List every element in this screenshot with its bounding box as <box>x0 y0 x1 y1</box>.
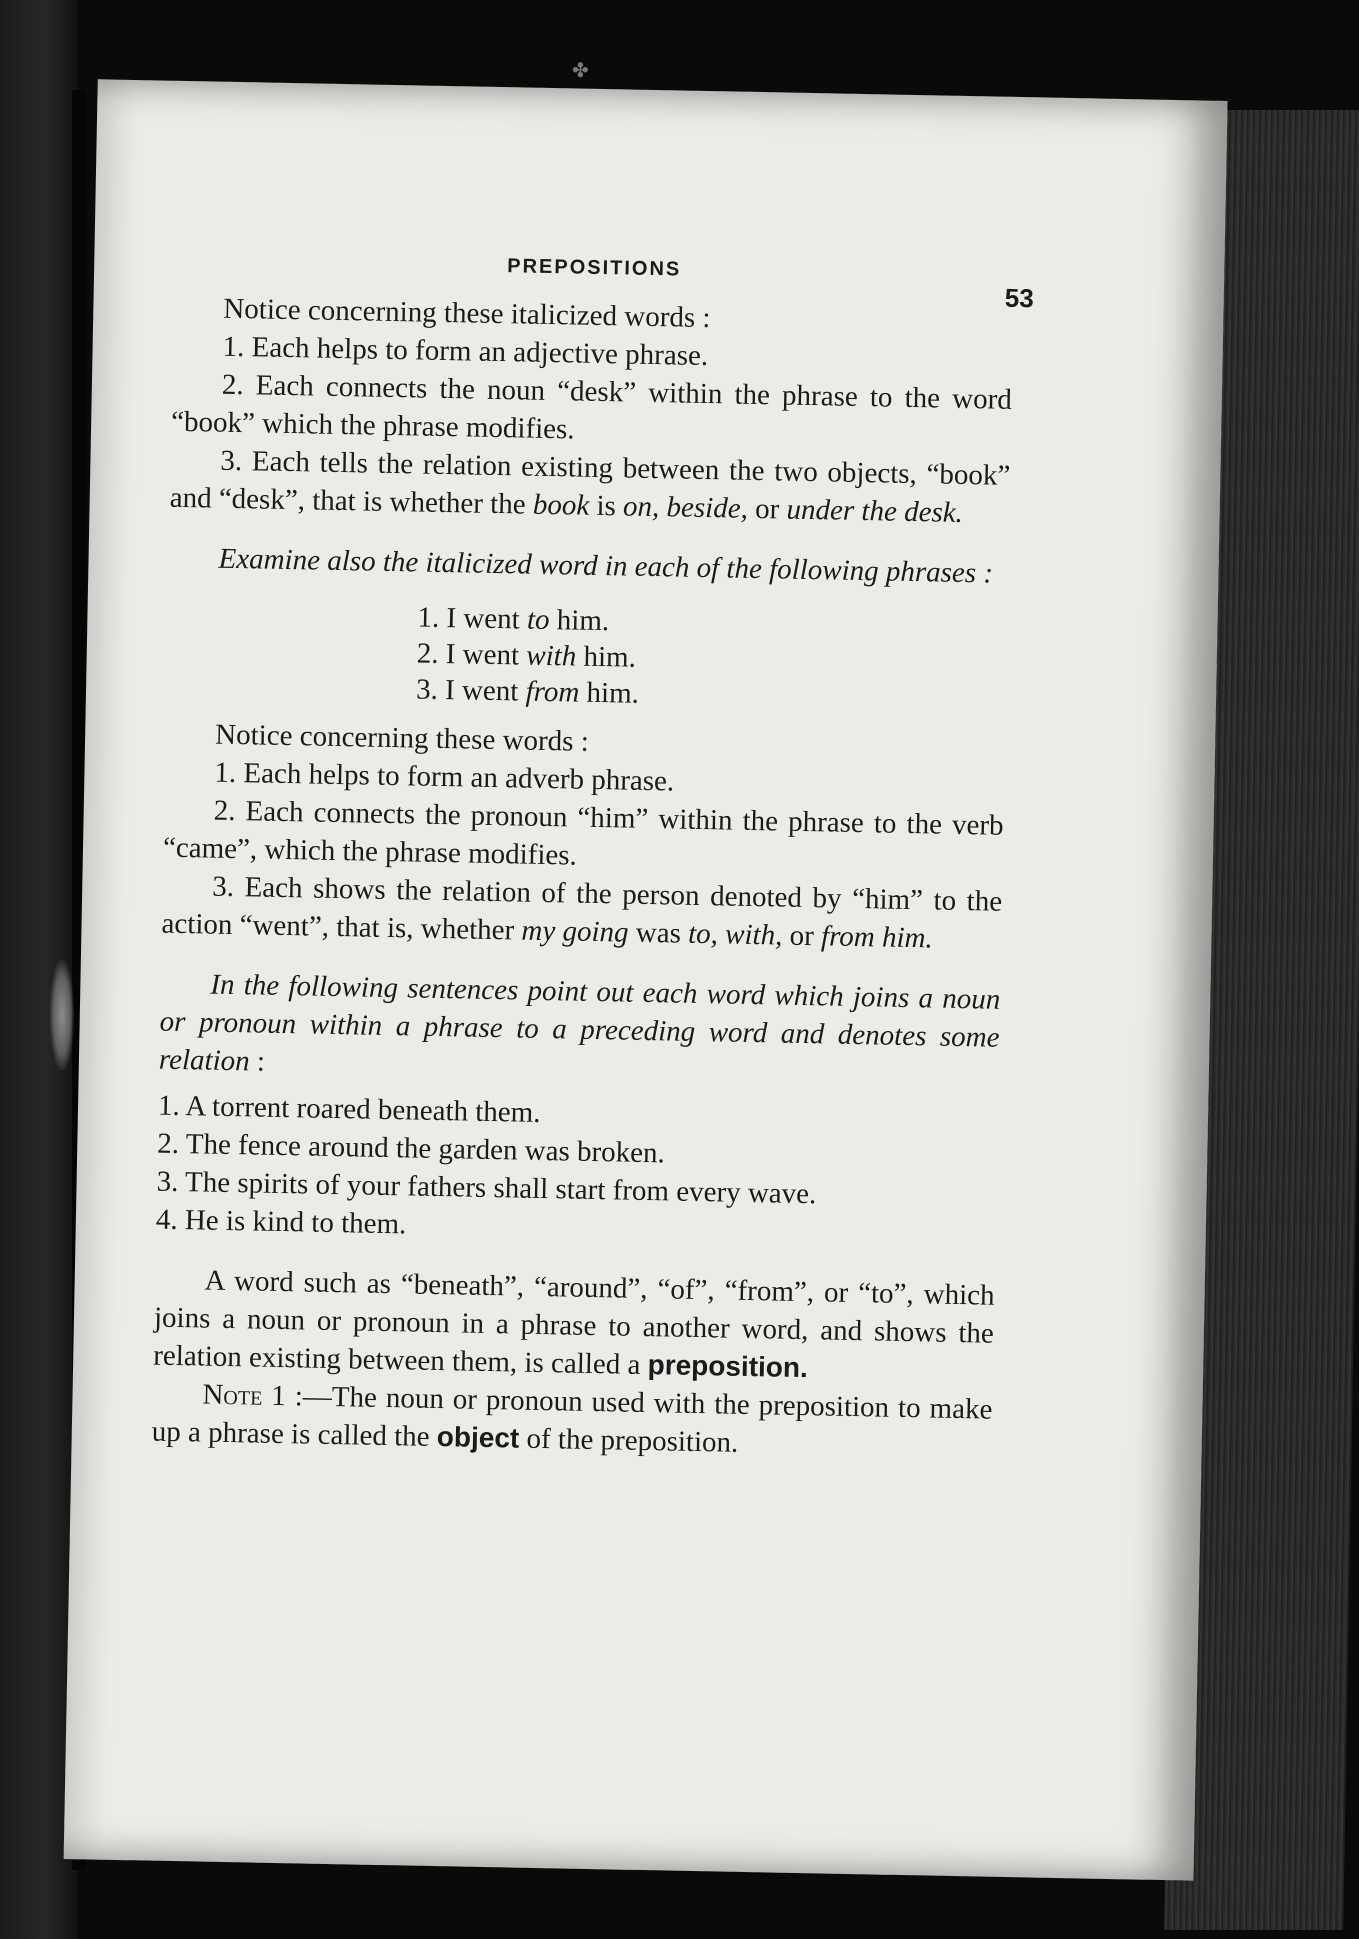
list-item: 1. A torrent roared beneath them. <box>157 1089 541 1129</box>
section1-item3: 3. Each tells the relation existing between the two objects, “book” and “desk”, that is whether the book is on, beside, or under the desk. <box>169 444 1011 529</box>
section3-item2: 2. Each connects the pronoun “him” within the phrase to the verb “came”, which the phrase modifies. <box>162 794 1004 872</box>
example-item: 3. I went from him. <box>415 673 640 710</box>
section1-item2: 2. Each connects the noun “desk” within the phrase to the word “book” which the phrase modifies. <box>170 368 1013 446</box>
list-item: 2. The fence around the garden was broken. <box>157 1127 666 1170</box>
book-page <box>64 79 1228 1880</box>
fleuron-icon: ✤ <box>572 60 589 82</box>
example-list <box>416 600 1008 719</box>
scan-smudge <box>50 960 74 1070</box>
definition-paragraph: A word such as “beneath”, “around”, “of”, “from”, or “to”, which joins a noun or pronoun in a phrase to another word, and shows the relation existing between them, is called a preposition. <box>152 1264 995 1384</box>
section4-instruction: In the following sentences point out each word which joins a noun or pronoun within a phrase to a preceding word and denotes some relation : <box>158 968 1001 1078</box>
example-item: 1. I went to him. <box>417 601 610 638</box>
example-item: 2. I went with him. <box>416 637 637 674</box>
page-content <box>151 241 1035 1467</box>
section1-item1: 1. Each helps to form an adjective phrase. <box>222 330 709 373</box>
note-paragraph: Note 1 :—The noun or pronoun used with the preposition to make up a phrase is called the object of the preposition. <box>151 1378 993 1459</box>
section3-item3: 3. Each shows the relation of the person denoted by “him” to the action “went”, that is, whether my going was to, with, or from him. <box>161 870 1003 955</box>
section1-intro: Notice concerning these italicized words : <box>223 292 711 335</box>
list-item: 4. He is kind to them. <box>155 1203 407 1241</box>
section2-instruction: Examine also the italicized word in each of the following phrases : <box>218 542 994 590</box>
sentence-list <box>156 1087 999 1255</box>
section3-intro: Notice concerning these words : <box>214 718 590 758</box>
section3-item1: 1. Each helps to form an adverb phrase. <box>214 756 675 798</box>
page-number: 53 <box>1004 282 1035 314</box>
list-item: 3. The spirits of your fathers shall start from every wave. <box>156 1165 817 1211</box>
running-title: PREPOSITIONS <box>507 255 682 281</box>
